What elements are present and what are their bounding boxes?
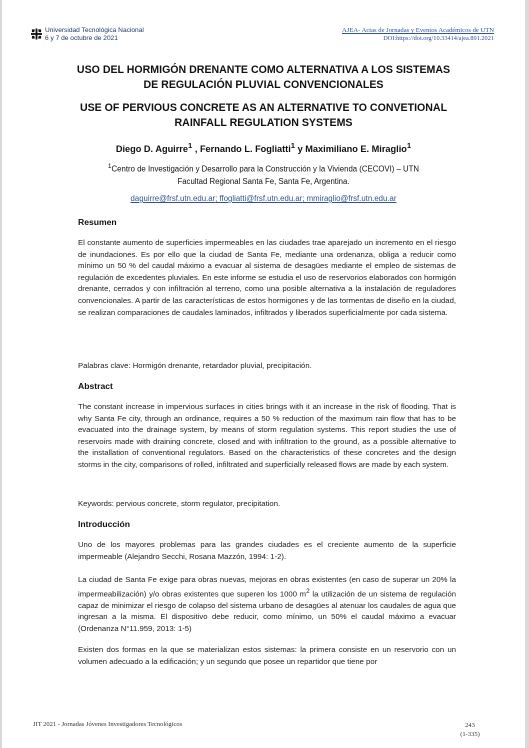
journal-link[interactable]: AJEA- Actas de Jornadas y Eventos Académicos de UTN — [342, 27, 494, 34]
affiliation-line: Centro de Investigación y Desarrollo para la Construcción y la Vivienda (CECOVI) – UTN — [111, 164, 420, 174]
header-institution — [31, 27, 144, 43]
title-line: USO DEL HORMIGÓN DRENANTE COMO ALTERNATIVA A LOS SISTEMAS — [76, 64, 451, 76]
event-date: 6 y 7 de octubre de 2021 — [45, 35, 118, 42]
author-sup: 1 — [188, 141, 193, 150]
resumen-keywords: Palabras clave: Hormigón drenante, retardador pluvial, precipitación. — [78, 361, 312, 370]
utn-logo-icon — [31, 28, 42, 40]
affiliation-line: Facultad Regional Santa Fe, Santa Fe, Argentina. — [177, 177, 350, 187]
intro-p2-start: La ciudad de Santa Fe exige para obras nuevas, mejoras en obras existentes (en caso de superar un 20% la impermeabilización) y/o obras existentes que superen los 1000 m — [78, 575, 456, 599]
author-name: Diego D. Aguirre — [115, 144, 188, 155]
author-name: Maximiliano E. Miraglio — [305, 144, 407, 155]
abstract-heading: Abstract — [78, 381, 113, 391]
institution-name: Universidad Tecnológica Nacional — [45, 27, 144, 34]
resumen-text: El constante aumento de superficies impermeables en las ciudades trae aparejado un incremento en el riesgo de inundaciones. Es por ello que la ciudad de Santa Fe, mediante una ordenanza, obliga a reducir como mínimo un 50 % del caudal máximo a evacuar al sistema de desagües mediante el empleo de sistemas de regulación de excedentes pluviales. En este informe se estudia el uso de reservorios elaborados con hormigón drenante, cerrados y con infiltración al terreno, como una posible alternativa a la instalación de reguladores convencionales. A partir de las características de estos hormigones y de las tormentas de diseño en la ciudad, se realizan comparaciones de caudales laminados, infiltrados y liberados superficialmente por cada sistema. — [78, 238, 456, 317]
title-spanish — [42, 63, 485, 93]
abstract-keywords: Keywords: pervious concrete, storm regulator, precipitation. — [78, 499, 281, 508]
author-name: Fernando L. Fogliatti — [199, 144, 291, 155]
page-range: (1-335) — [460, 731, 480, 738]
author-list: Diego D. Aguirre$^1$ , Fernando L. Fogliatti$^1$ y Maximiliano E. Miraglio$^1$ — [115, 141, 412, 155]
title-line: RAINFALL REGULATION SYSTEMS — [174, 117, 353, 129]
title-english — [42, 101, 485, 131]
title-line: DE REGULACIÓN PLUVIAL CONVENCIONALES — [143, 79, 384, 91]
affiliation-sup: 1 — [107, 163, 112, 170]
title-line: USE OF PERVIOUS CONCRETE AS AN ALTERNATIVE TO CONVETIONAL — [79, 102, 448, 114]
introduccion-heading: Introducción — [78, 519, 131, 529]
abstract-text: The constant increase in impervious surfaces in cities brings with it an increase in the risk of flooding. That is why Santa Fe city, through an ordinance, requires a 50 % reduction of the maximum rain flow that has to be evacuated into the drainage system, by means of storm regulation systems. This report studies the use of reservoirs made with draining concrete, closed and with infiltration to the ground, as a possible alternative to the installation of conventional regulators. Based on the characteristics of these concretes and the design storms in the city, comparisons of rolled, infiltrated and superficially released flows are made by each system. — [78, 402, 456, 469]
email-link[interactable]: ffogliatti@frsf.utn.edu.ar — [219, 194, 303, 203]
resumen-heading: Resumen — [78, 217, 117, 227]
email-link[interactable]: daguirre@frsf.utn.edu.ar — [130, 194, 216, 203]
footer-page — [450, 721, 490, 739]
footer-event: JIT 2021 - Jornadas Jóvenes Investigadores Tecnológicos — [33, 721, 183, 728]
intro-paragraph-2 — [78, 574, 456, 635]
author-sup: 1 — [290, 141, 296, 150]
author-sup: 1 — [406, 141, 412, 150]
page-number: 243 — [465, 722, 475, 729]
intro-paragraph-3: Existen dos formas en la que se materializan estos sistemas: la primera consiste en un reservorio con un volumen adecuado a la edificación; y un segundo que posee un repartidor que tiene por — [78, 645, 456, 666]
intro-paragraph-1: Uno de los mayores problemas para las grandes ciudades es el creciente aumento de la superficie impermeable (Alejandro Secchi, Rosana Mazzón, 1994: 1-2). — [78, 540, 456, 561]
email-list: daguirre@frsf.utn.edu.ar; ffogliatti@frsf.utn.edu.ar; mmiraglio@frsf.utn.edu.ar — [130, 194, 397, 203]
paper-page — [2, 0, 525, 748]
affiliation — [72, 161, 455, 189]
email-link[interactable]: mmiraglio@frsf.utn.edu.ar — [306, 194, 397, 203]
unit-superscript: 2 — [306, 587, 310, 595]
intro-p2-end: la utilización de un sistema de regulación capaz de minimizar el riesgo de colapso del sistema urbano de desagües al atenuar los caudales de agua que ingresan a la misma. El dispositivo debe reducir, como mínimo, un 50% el caudal máximo a evacuar (Ordenanza N°11.959, 2013: 1-5) — [78, 589, 456, 633]
header-journal — [342, 27, 494, 43]
doi-text[interactable]: DOI:https://doi.org/10.33414/ajea.891.2021 — [383, 35, 494, 42]
